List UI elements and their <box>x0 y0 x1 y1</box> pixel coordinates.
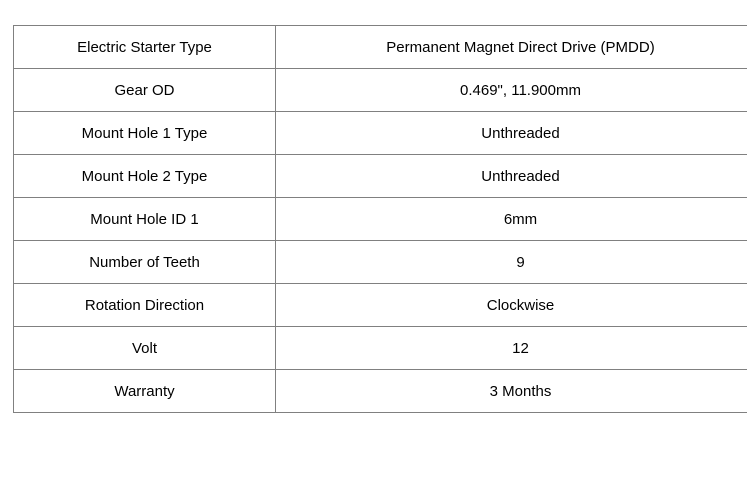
spec-value: Unthreaded <box>276 112 747 155</box>
table-row <box>14 69 747 112</box>
spec-value: Permanent Magnet Direct Drive (PMDD) <box>276 26 747 69</box>
spec-label: Warranty <box>14 370 276 413</box>
table-row <box>14 26 747 69</box>
table-row <box>14 327 747 370</box>
table-row <box>14 198 747 241</box>
spec-value: Unthreaded <box>276 155 747 198</box>
spec-label: Rotation Direction <box>14 284 276 327</box>
spec-label: Number of Teeth <box>14 241 276 284</box>
spec-label: Mount Hole 1 Type <box>14 112 276 155</box>
spec-label: Electric Starter Type <box>14 26 276 69</box>
table-row <box>14 370 747 413</box>
spec-value: 0.469", 11.900mm <box>276 69 747 112</box>
spec-label: Volt <box>14 327 276 370</box>
spec-value: Clockwise <box>276 284 747 327</box>
table-row <box>14 284 747 327</box>
spec-label: Gear OD <box>14 69 276 112</box>
table-row <box>14 155 747 198</box>
spec-value: 6mm <box>276 198 747 241</box>
table-row <box>14 241 747 284</box>
spec-value: 9 <box>276 241 747 284</box>
spec-label: Mount Hole ID 1 <box>14 198 276 241</box>
table-row <box>14 112 747 155</box>
spec-value: 12 <box>276 327 747 370</box>
specifications-table <box>13 25 747 413</box>
spec-value: 3 Months <box>276 370 747 413</box>
spec-label: Mount Hole 2 Type <box>14 155 276 198</box>
specifications-table-body <box>14 26 747 413</box>
